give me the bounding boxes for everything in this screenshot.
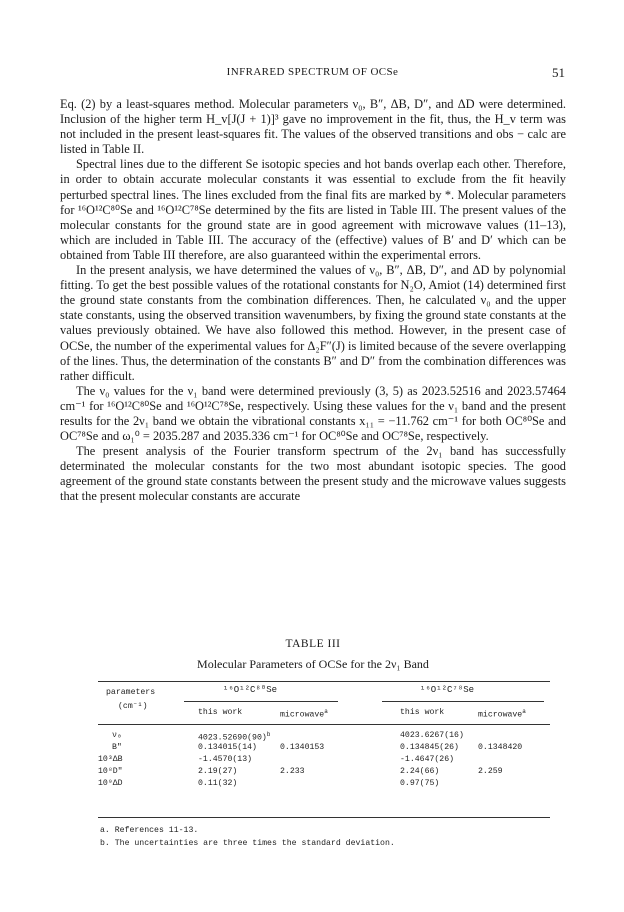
sub-this-work-1: this work: [198, 708, 243, 717]
footnote-b: b. The uncertainties are three times the standard deviation.: [100, 839, 395, 848]
row-param: ν₀: [112, 731, 122, 740]
sup-a-1: a: [324, 708, 328, 715]
row-tw2: -1.4647(26): [400, 755, 455, 764]
sub-microwave-2: [478, 708, 526, 720]
header-species-2: ¹⁶O¹²C⁷⁸Se: [420, 685, 475, 695]
row-param: 10³ΔB: [98, 755, 123, 764]
row-mw1: 2.233: [280, 767, 305, 776]
header-units: (cm⁻¹): [118, 702, 148, 711]
row-tw1: 2.19(27): [198, 767, 238, 776]
page-number: 51: [552, 65, 565, 80]
footnote-a: a. References 11-13.: [100, 826, 199, 835]
sup-a-2: a: [522, 708, 526, 715]
row-tw1: 0.134015(14): [198, 743, 257, 752]
row-param: B″: [112, 743, 122, 752]
paragraph-2: Spectral lines due to the different Se isotopic species and hot bands overlap each other. Therefore, in order to obtain accurate molecular constants it was essential to exclude from the fit heavily perturbed spectral lines. The lines excluded from the final fits are marked by *. Molecular parameters for ¹⁶O¹²C⁸⁰Se and ¹⁶O¹²C⁷⁸Se determined by the fits are listed in Table III. The present values of the molecular constants for the ground state are in good agreement with microwave values (11–13), which are included in Table III. The accuracy of the (effective) values of B′ and D′ which can be obtained from Table III therefore, are also guaranteed within the experimental errors.: [60, 157, 566, 262]
row-mw2: 2.259: [478, 767, 503, 776]
parameters-table: [98, 678, 550, 818]
row-tw1-sup: b: [266, 731, 271, 738]
row-tw2: 0.134845(26): [400, 743, 459, 752]
row-mw1: 0.1340153: [280, 743, 325, 752]
running-header: [60, 66, 565, 82]
table-header-rule: [98, 724, 550, 725]
table-bottom-rule: [98, 817, 550, 818]
header-species-1: ¹⁶O¹²C⁸⁰Se: [223, 685, 278, 695]
row-mw2: 0.1348420: [478, 743, 523, 752]
table-caption: Molecular Parameters of OCSe for the 2ν₁ Band: [197, 657, 429, 671]
paragraph-4: The ν₀ values for the ν₁ band were determined previously (3, 5) as 2023.52516 and 2023.57464 cm⁻¹ for ¹⁶O¹²C⁸⁰Se and ¹⁶O¹²C⁷⁸Se, respectively. Using these values for the ν₁ band and the present results for the 2ν₁ band we obtain the vibrational constants x₁₁ = −11.762 cm⁻¹ for both OC⁸⁰Se and OC⁷⁸Se and ω₁⁰ = 2035.287 and 2035.336 cm⁻¹ for OC⁸⁰Se and OC⁷⁸Se, respectively.: [60, 383, 566, 444]
row-param: 10⁸D″: [98, 767, 123, 776]
running-title: INFRARED SPECTRUM OF OCSe: [226, 66, 399, 78]
table-top-rule: [98, 681, 550, 682]
paragraph-1: Eq. (2) by a least-squares method. Molecular parameters ν₀, B″, ΔB, D″, and ΔD were determined. Inclusion of the higher term H_v[J(J + 1)]³ gave no improvement in the fit, thus, the H_v term was not included in the present least-squares fit. The values of the observed transitions and obs − calc are listed in Table II.: [60, 97, 566, 157]
row-tw2: 2.24(66): [400, 767, 440, 776]
species-1-rule: [184, 701, 338, 702]
row-tw1: -1.4570(13): [198, 755, 253, 764]
sub-microwave-2-text: microwave: [478, 710, 523, 720]
body-text: [60, 97, 566, 505]
table-label: TABLE III: [285, 638, 341, 650]
paragraph-5: The present analysis of the Fourier transform spectrum of the 2ν₁ band has successfully determinated the molecular constants for the two most abundant isotopic species. The good agreement of the ground state constants between the present study and the microwave values suggests that the present molecular constants are accurate: [60, 444, 566, 504]
species-2-rule: [382, 701, 544, 702]
row-tw1: 0.11(32): [198, 779, 238, 788]
row-tw1-value: 4023.52690(90): [198, 733, 267, 743]
sub-microwave-1: [280, 708, 328, 720]
row-tw2: 0.97(75): [400, 779, 440, 788]
table-footnotes: [100, 824, 550, 850]
row-tw1: [198, 731, 270, 743]
sub-microwave-1-text: microwave: [280, 710, 325, 720]
header-parameters: parameters: [106, 688, 156, 697]
sub-this-work-2: this work: [400, 708, 445, 717]
paragraph-3: In the present analysis, we have determined the values of ν₀, B″, ΔB, D″, and ΔD by polynomial fitting. To get the best possible values of the rotational constants for N₂O, Amiot (14) determined first the ground state constants from the combination differences. Then, he calculated ν₀ and the upper state constants, using the observed transition wavenumbers, by fixing the ground state constants at the values previously obtained. We have also followed this method. However, in the present case of OCSe, the number of the experimental values for Δ₂F″(J) is limited because of the severe overlapping of the lines. Thus, the determination of the constants B″ and D″ from the combination differences was rather difficult.: [60, 263, 566, 383]
row-param: 10⁹ΔD: [98, 779, 123, 788]
row-tw2: 4023.6267(16): [400, 731, 464, 740]
